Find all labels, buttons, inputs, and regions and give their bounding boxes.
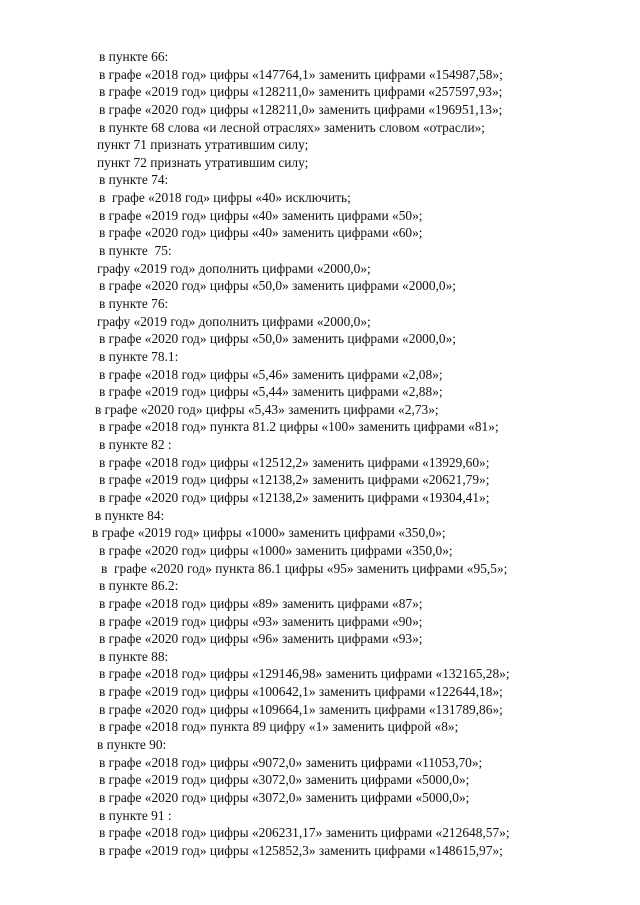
text-line: в пункте 76: — [99, 295, 169, 311]
text-line: в пункте 91 : — [99, 807, 172, 823]
text-line: в графе «2020 год» цифры «50,0» заменить цифрами «2000,0»; — [99, 331, 456, 347]
text-line: в графе «2018 год» пункта 89 цифру «1» заменить цифрой «8»; — [99, 719, 459, 735]
text-line: в графе «2020 год» цифры «5,43» заменить цифрами «2,73»; — [95, 401, 439, 417]
text-line: пункт 72 признать утратившим силу; — [97, 154, 309, 170]
text-line: в графе «2020 год» цифры «50,0» заменить цифрами «2000,0»; — [99, 278, 456, 294]
text-line: графу «2019 год» дополнить цифрами «2000,0»; — [97, 313, 371, 329]
text-line: в графе «2018 год» цифры «206231,17» заменить цифрами «212648,57»; — [99, 825, 510, 841]
text-line: в пункте 66: — [99, 49, 169, 64]
text-line: в графе «2019 год» цифры «100642,1» заменить цифрами «122644,18»; — [99, 684, 503, 700]
text-line: в пункте 68 слова «и лесной отраслях» заменить словом «отрасли»; — [99, 119, 486, 135]
text-line: в графе «2020 год» цифры «109664,1» заменить цифрами «131789,86»; — [99, 701, 503, 717]
text-line: в графе «2018 год» цифры «5,46» заменить цифрами «2,08»; — [99, 366, 443, 382]
text-line: в графе «2019 год» цифры «5,44» заменить цифрами «2,88»; — [99, 384, 443, 400]
text-line: в графе «2019 год» цифры «128211,0» заменить цифрами «257597,93»; — [99, 84, 503, 100]
text-line: в пункте 82 : — [99, 437, 172, 453]
text-line: в пункте 84: — [95, 507, 165, 523]
text-line: в пункте 74: — [99, 172, 169, 188]
text-line: в графе «2019 год» цифры «12138,2» заменить цифрами «20621,79»; — [99, 472, 490, 488]
text-line: пункт 71 признать утратившим силу; — [97, 137, 309, 153]
text-line: в графе «2020 год» пункта 86.1 цифры «95» заменить цифрами «95,5»; — [101, 560, 508, 576]
text-line: в графе «2018 год» цифры «12512,2» заменить цифрами «13929,60»; — [99, 454, 490, 470]
text-line: в графе «2020 год» цифры «1000» заменить цифрами «350,0»; — [99, 542, 453, 558]
text-line: в графе «2018 год» цифры «89» заменить цифрами «87»; — [99, 595, 423, 611]
text-line: в графе «2020 год» цифры «3072,0» заменить цифрами «5000,0»; — [99, 789, 470, 805]
text-line: в графе «2020 год» цифры «12138,2» заменить цифрами «19304,41»; — [99, 490, 490, 506]
document-body — [0, 48, 640, 859]
text-line: графу «2019 год» дополнить цифрами «2000,0»; — [97, 260, 371, 276]
text-line: в графе «2020 год» цифры «40» заменить цифрами «60»; — [99, 225, 423, 241]
text-line: в графе «2018 год» цифры «9072,0» заменить цифрами «11053,70»; — [99, 754, 483, 770]
text-line: в графе «2020 год» цифры «128211,0» заменить цифрами «196951,13»; — [99, 101, 503, 117]
text-line: в графе «2018 год» пункта 81.2 цифры «100» заменить цифрами «81»; — [99, 419, 499, 435]
text-line: в графе «2019 год» цифры «1000» заменить цифрами «350,0»; — [92, 525, 446, 541]
text-line: в графе «2019 год» цифры «3072,0» заменить цифрами «5000,0»; — [99, 772, 470, 788]
text-line: в графе «2020 год» цифры «96» заменить цифрами «93»; — [99, 631, 423, 647]
text-line: в графе «2018 год» цифры «40» исключить; — [99, 190, 351, 206]
text-line: в пункте 86.2: — [99, 578, 179, 594]
text-line: в графе «2019 год» цифры «93» заменить цифрами «90»; — [99, 613, 423, 629]
text-line: в графе «2019 год» цифры «40» заменить цифрами «50»; — [99, 207, 423, 223]
text-line: в пункте 88: — [99, 648, 169, 664]
text-line: в графе «2018 год» цифры «147764,1» заменить цифрами «154987,58»; — [99, 66, 503, 82]
text-line: в пункте 78.1: — [99, 348, 179, 364]
text-line: в графе «2018 год» цифры «129146,98» заменить цифрами «132165,28»; — [99, 666, 510, 682]
text-line: в пункте 75: — [99, 243, 172, 259]
text-line: в пункте 90: — [97, 736, 167, 752]
text-line: в графе «2019 год» цифры «125852,3» заменить цифрами «148615,97»; — [99, 842, 503, 858]
